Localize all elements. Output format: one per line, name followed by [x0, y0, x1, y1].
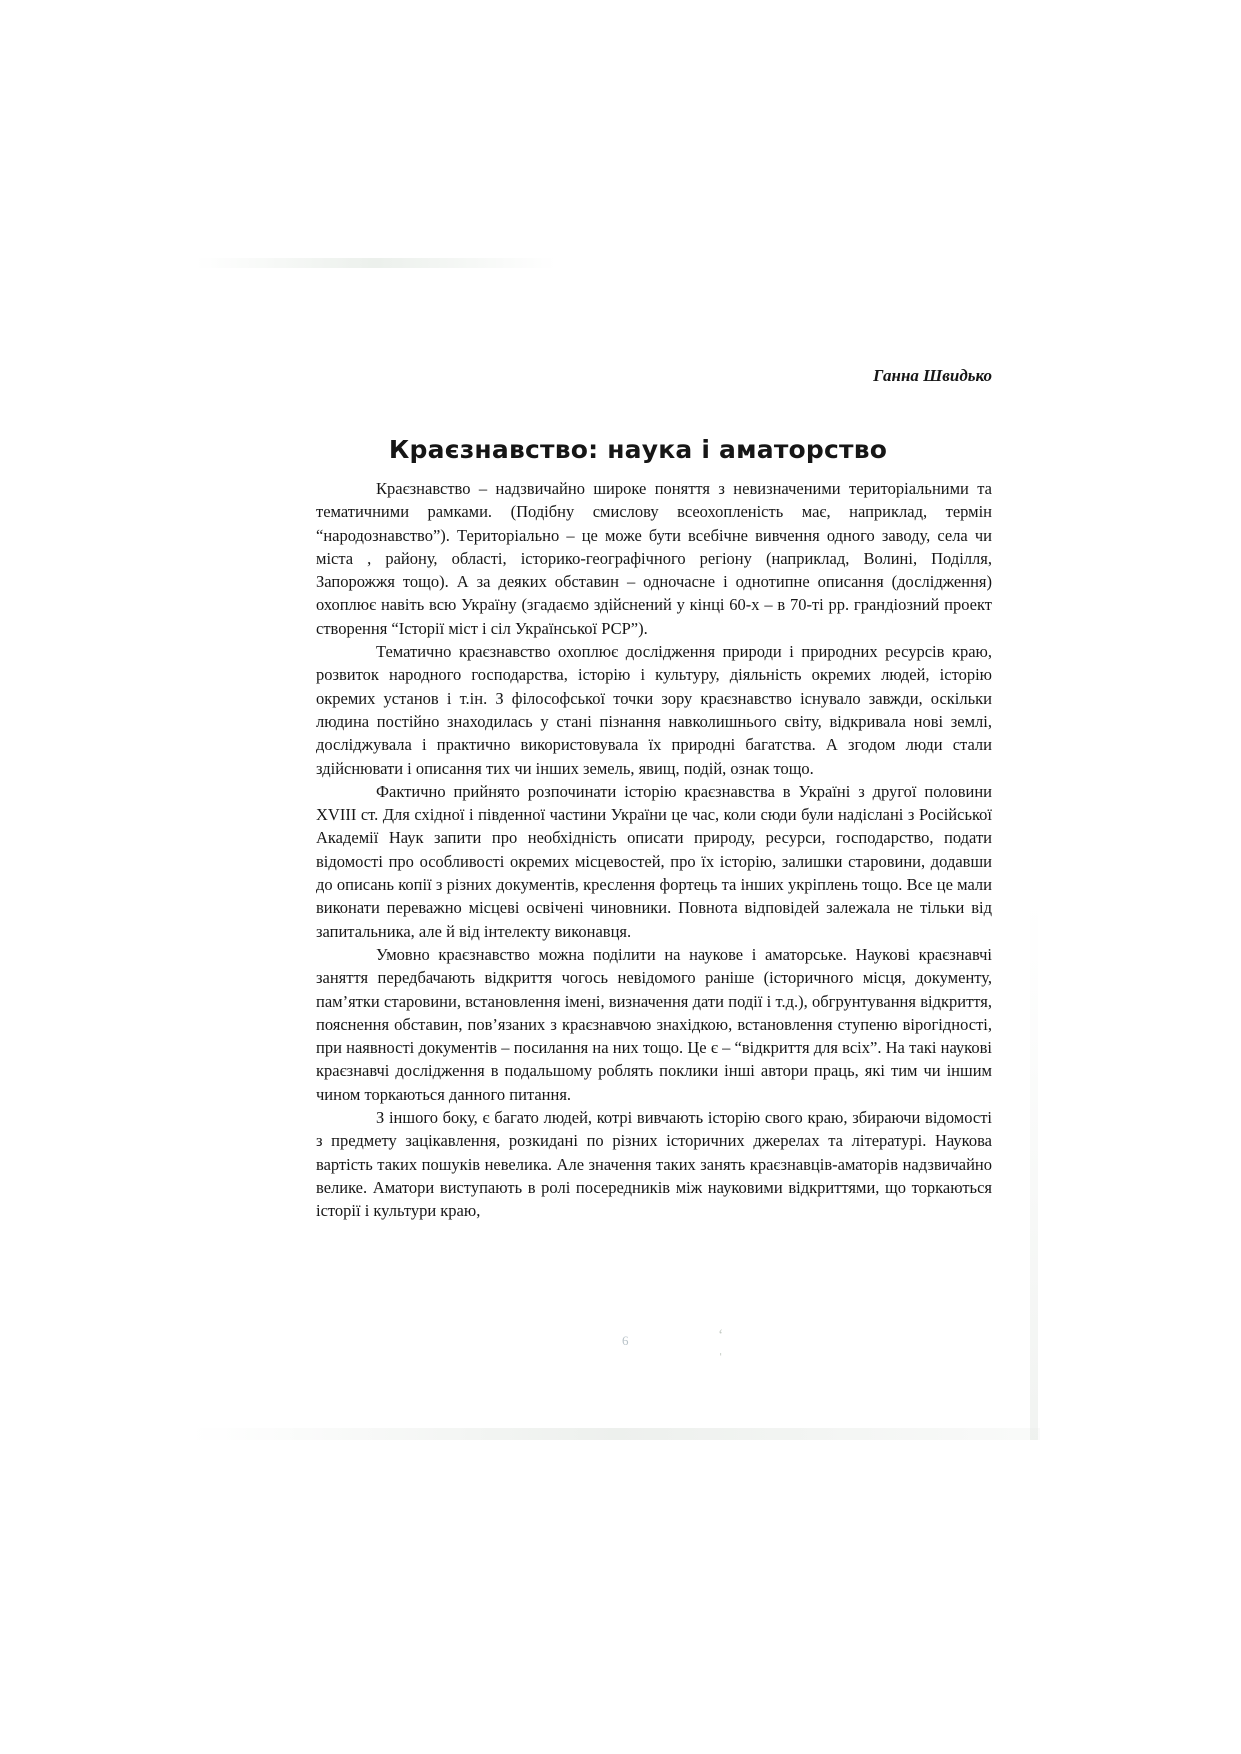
paragraph: Краєзнавство – надзвичайно широке поняття з невизначеними територіальними та тематичними рамками. (Подібну смислову всеохопленість має, наприклад, термін “народознавство”). Територіально – це може бути всебічне вивчення одного заводу, села чи міста , району, області, історико-географічного регіону (наприклад, Волині, Поділля, Запорожжя тощо). А за деяких обставин – одночасне і однотипне описання (дослідження) охоплює навіть всю Україну (згадаємо здійснений у кінці 60-х – в 70-ті рр. грандіозний проект створення “Історії міст і сіл Української РСР”).	[316, 479, 992, 638]
paragraph: Фактично прийнято розпочинати історію краєзнавства в Україні з другої половини XVIII ст. Для східної і південної частини України це час, коли сюди були надіслані з Російської Академії Наук запити про необхідність описати природу, ресурси, господарство, подати відомості про особливості окремих місцевостей, про їх історію, залишки старовини, додавши до описань копії з різних документів, креслення фортець та інших укріплень тощо. Все це мали виконати переважно місцеві освічені чиновники. Повнота відповідей залежала не тільки від запитальника, але й від інтелекту виконавця.	[316, 781, 992, 941]
paragraph: З іншого боку, є багато людей, котрі вивчають історію свого краю, збираючи відомості з предмету зацікавлення, розкидані по різних історичних джерелах та літературі. Наукова вартість таких пошуків невелика. Але значення таких занять краєзнавців-аматорів надзвичайно велике. Аматори виступають в ролі посередників між науковими відкриттями, що торкаються історії і культури краю,	[316, 1108, 992, 1221]
scan-shadow-right	[1030, 900, 1038, 1440]
article-body	[316, 477, 992, 1223]
scan-shadow-top	[196, 258, 556, 268]
scan-shadow-bottom	[190, 1428, 1040, 1440]
author-name: Ганна Швидько	[873, 366, 992, 385]
article-title: Краєзнавство: наука і аматорство	[388, 434, 888, 464]
paragraph: Тематично краєзнавство охоплює дослідження природи і природних ресурсів краю, розвиток народного господарства, історію і культуру, діяльність окремих людей, історію окремих установ і т.ін. З філософської точки зору краєзнавство існувало завжди, оскільки людина постійно знаходилась у стані пізнання навколишнього світу, відкривала нові землі, досліджувала і практично використовувала їх природні багатства. А згодом люди стали здійснювати і описання тих чи інших земель, явищ, подій, ознак тощо.	[316, 642, 992, 778]
paragraph: Умовно краєзнавство можна поділити на наукове і аматорське. Наукові краєзнавчі заняття передбачають відкриття чогось невідомого раніше (історичного місця, документу, пам’ятки старовини, встановлення імені, визначення дати події і т.д.), обгрунтування відкриття, пояснення обставин, пов’язаних з краєзнавчою знахідкою, встановлення ступеню вірогідності, при наявності документів – посилання на них тощо. Це є – “відкриття для всіх”. На такі наукові краєзнавчі дослідження в подальшому роблять поклики інші автори праць, які тим чи іншим чином торкаються данного питання.	[316, 944, 992, 1104]
scan-speck-mark: ʻ ˌ	[718, 1327, 724, 1356]
page-number: 6	[622, 1333, 629, 1348]
